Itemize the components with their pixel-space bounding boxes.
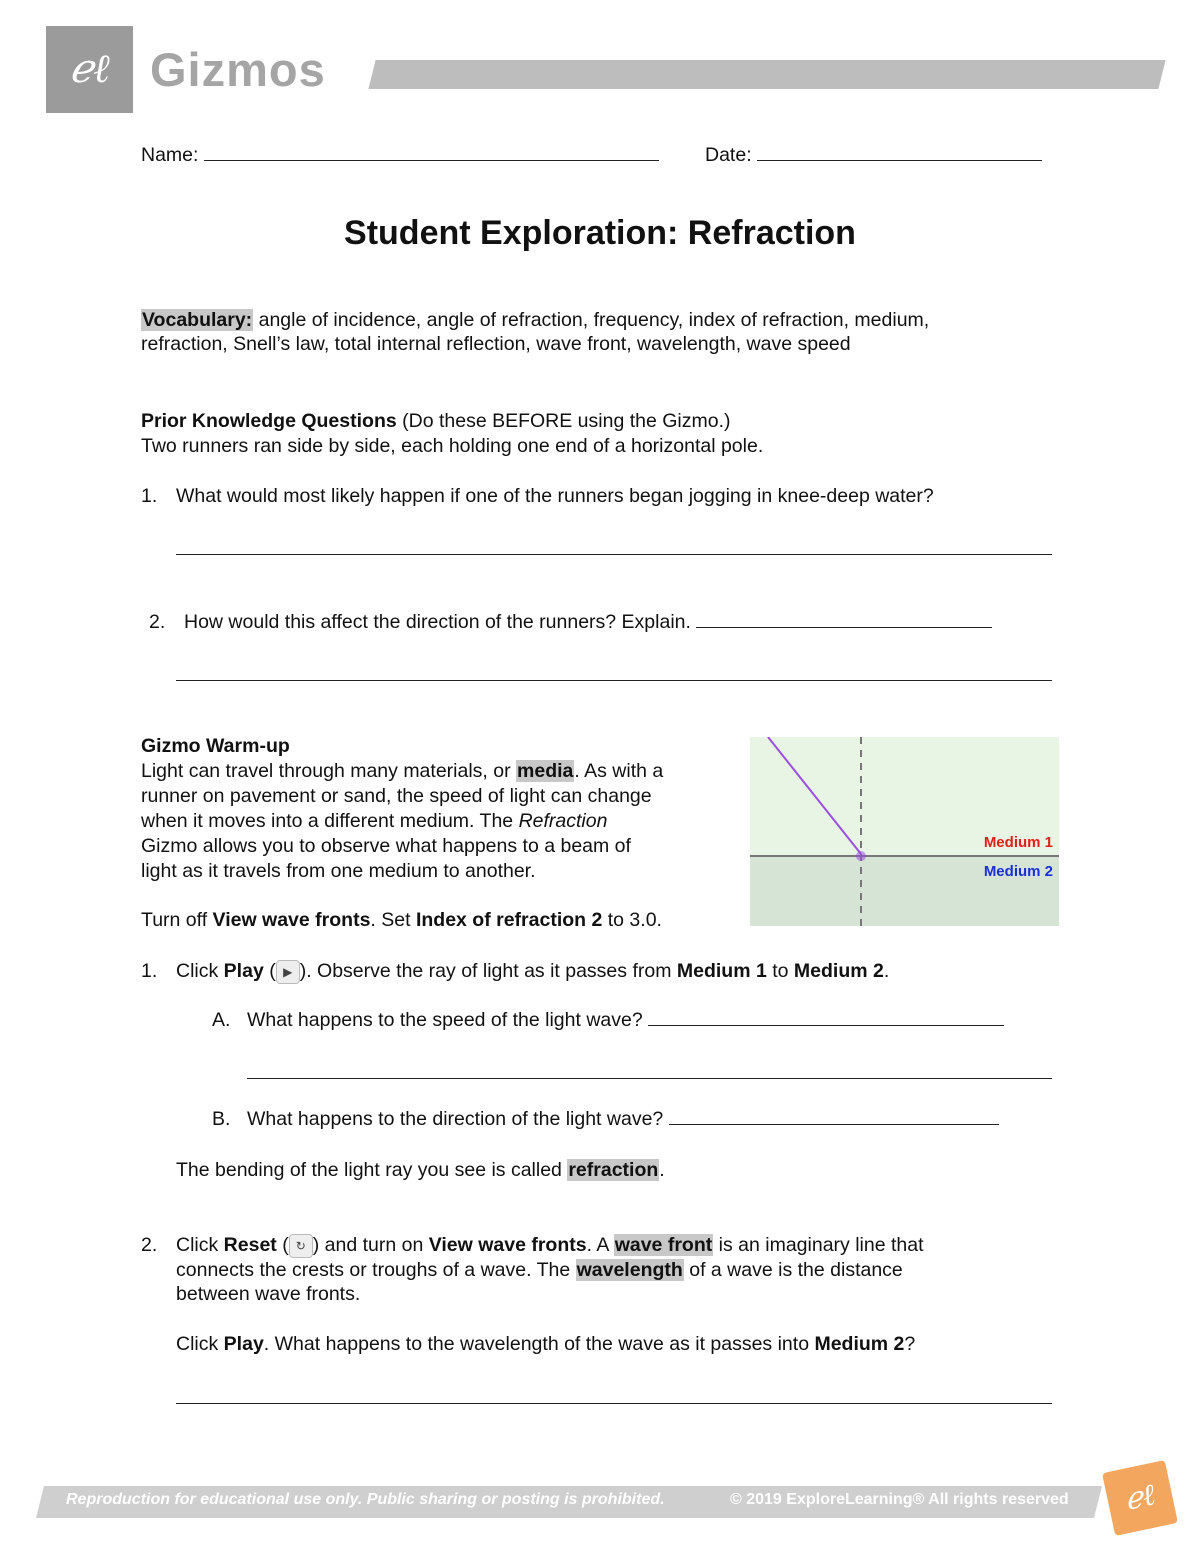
medium1-label: Medium 1	[983, 834, 1053, 851]
prior-q2-text: How would this affect the direction of the runners? Explain.	[184, 611, 691, 633]
logo-box	[46, 26, 133, 113]
step1-qa-answer-line[interactable]	[247, 1078, 1052, 1079]
warmup-instruction	[141, 908, 662, 933]
step1-qa-text: What happens to the speed of the light wave?	[247, 1009, 643, 1031]
s1-play: Play	[223, 960, 264, 982]
s2-reset: Reset	[223, 1234, 277, 1256]
s2-b: (	[276, 1234, 289, 1256]
reset-icon[interactable]: ↻	[289, 1234, 313, 1258]
vocab-label: Vocabulary:	[142, 309, 253, 331]
step1-qa-row	[247, 1008, 1004, 1033]
warmup-text-1a: Light can travel through many materials, or	[141, 760, 517, 782]
warmup-gizmo-name: Refraction	[518, 810, 608, 832]
step2-line-3: between wave fronts.	[176, 1283, 361, 1305]
name-label: Name:	[141, 144, 199, 166]
prior-heading-note: (Do these BEFORE using the Gizmo.)	[396, 410, 731, 432]
vocab-line-1	[141, 308, 929, 333]
page-title: Student Exploration: Refraction	[344, 214, 856, 252]
prior-q2-row	[184, 610, 992, 635]
footer-logo-glyph: ℯℓ	[1121, 1477, 1159, 1518]
inst-a: Turn off	[141, 909, 213, 931]
step1-num: 1.	[141, 960, 158, 982]
header-bar	[368, 60, 1165, 89]
step1-qb-answer-inline[interactable]	[669, 1107, 999, 1125]
term-media: media	[517, 760, 574, 782]
prior-q1-num: 1.	[141, 485, 158, 507]
footer-logo	[1102, 1460, 1178, 1536]
logo-glyph: ℯℓ	[69, 46, 110, 92]
prior-q2-num: 2.	[149, 611, 166, 633]
footer-copyright: © 2019 ExploreLearning® All rights reserved	[730, 1491, 1069, 1508]
warmup-heading: Gizmo Warm-up	[141, 735, 290, 757]
date-label: Date:	[705, 144, 752, 166]
warmup-line-2: runner on pavement or sand, the speed of light can change	[141, 785, 652, 807]
prior-q2-answer-line[interactable]	[176, 680, 1052, 681]
step1-qb-letter: B.	[212, 1108, 231, 1130]
inst-view-wave-fronts: View wave fronts	[212, 909, 371, 931]
prior-q2-answer-inline[interactable]	[696, 610, 992, 628]
step2-num: 2.	[141, 1234, 158, 1256]
step1-qa-letter: A.	[212, 1009, 231, 1031]
s2-e: is an imaginary line that	[713, 1234, 924, 1256]
refraction-figure	[750, 737, 1059, 926]
s2-qm2: Medium 2	[814, 1333, 905, 1355]
vocab-line-2: refraction, Snell’s law, total internal reflection, wave front, wavelength, wave speed	[141, 333, 851, 355]
name-row	[141, 143, 659, 168]
step1-qa-answer-inline[interactable]	[648, 1008, 1004, 1026]
warmup-line-1	[141, 759, 663, 784]
warmup-line-4: Gizmo allows you to observe what happens to a beam of	[141, 835, 631, 857]
prior-q1-answer-line[interactable]	[176, 554, 1052, 555]
warmup-line-5: light as it travels from one medium to another.	[141, 860, 536, 882]
prior-intro: Two runners ran side by side, each holding one end of a horizontal pole.	[141, 435, 764, 457]
term-wavelength: wavelength	[576, 1259, 683, 1281]
step1-bending-note	[176, 1158, 665, 1183]
s2-qplay: Play	[223, 1333, 264, 1355]
step2-answer-line[interactable]	[176, 1403, 1052, 1404]
date-row	[705, 143, 1042, 168]
prior-heading-row	[141, 409, 731, 434]
step1-qb-text: What happens to the direction of the light wave?	[247, 1108, 664, 1130]
s2-vwf: View wave fronts	[428, 1234, 587, 1256]
step1-qb-row	[247, 1107, 999, 1132]
s1-c: ). Observe the ray of light as it passes from	[299, 960, 677, 982]
prior-heading: Prior Knowledge Questions	[141, 410, 397, 432]
s2-qa: Click	[176, 1333, 224, 1355]
medium2-label: Medium 2	[983, 863, 1053, 880]
prior-q1-text: What would most likely happen if one of the runners began jogging in knee-deep water?	[176, 485, 934, 507]
s1-to: to	[766, 960, 794, 982]
s1-a: Click	[176, 960, 224, 982]
incidence-point	[856, 851, 866, 861]
warmup-text-3a: when it moves into a different medium. The	[141, 810, 519, 832]
s1-m2: Medium 2	[793, 960, 884, 982]
bend-end: .	[659, 1159, 665, 1181]
step2-line-2	[176, 1258, 903, 1283]
footer-notice: Reproduction for educational use only. Public sharing or posting is prohibited.	[66, 1491, 665, 1508]
s2-c: ) and turn on	[312, 1234, 429, 1256]
bend-a: The bending of the light ray you see is called	[176, 1159, 568, 1181]
term-refraction: refraction	[568, 1159, 659, 1181]
step2-line-1	[176, 1233, 924, 1258]
warmup-text-1b: . As with a	[574, 760, 664, 782]
s2-qb: . What happens to the wavelength of the wave as it passes into	[263, 1333, 815, 1355]
name-field[interactable]	[204, 143, 659, 161]
date-field[interactable]	[757, 143, 1042, 161]
step2-question	[176, 1332, 915, 1357]
s1-b: (	[263, 960, 276, 982]
s2-l2b: of a wave is the distance	[683, 1259, 903, 1281]
s1-m1: Medium 1	[676, 960, 767, 982]
step1-text	[176, 959, 889, 984]
play-icon[interactable]: ▶	[276, 960, 300, 984]
inst-index: Index of refraction 2	[415, 909, 603, 931]
term-wave-front: wave front	[614, 1234, 713, 1256]
s2-qend: ?	[904, 1333, 916, 1355]
s2-d: . A	[586, 1234, 614, 1256]
s2-a: Click	[176, 1234, 224, 1256]
s2-l2a: connects the crests or troughs of a wave. The	[176, 1259, 576, 1281]
vocab-text-1: angle of incidence, angle of refraction, frequency, index of refraction, medium,	[253, 309, 930, 331]
brand-name: Gizmos	[150, 43, 326, 96]
warmup-line-3	[141, 809, 607, 834]
inst-e: to 3.0.	[602, 909, 662, 931]
refraction-diagram	[750, 737, 1059, 926]
s1-end: .	[883, 960, 890, 982]
inst-c: . Set	[370, 909, 416, 931]
